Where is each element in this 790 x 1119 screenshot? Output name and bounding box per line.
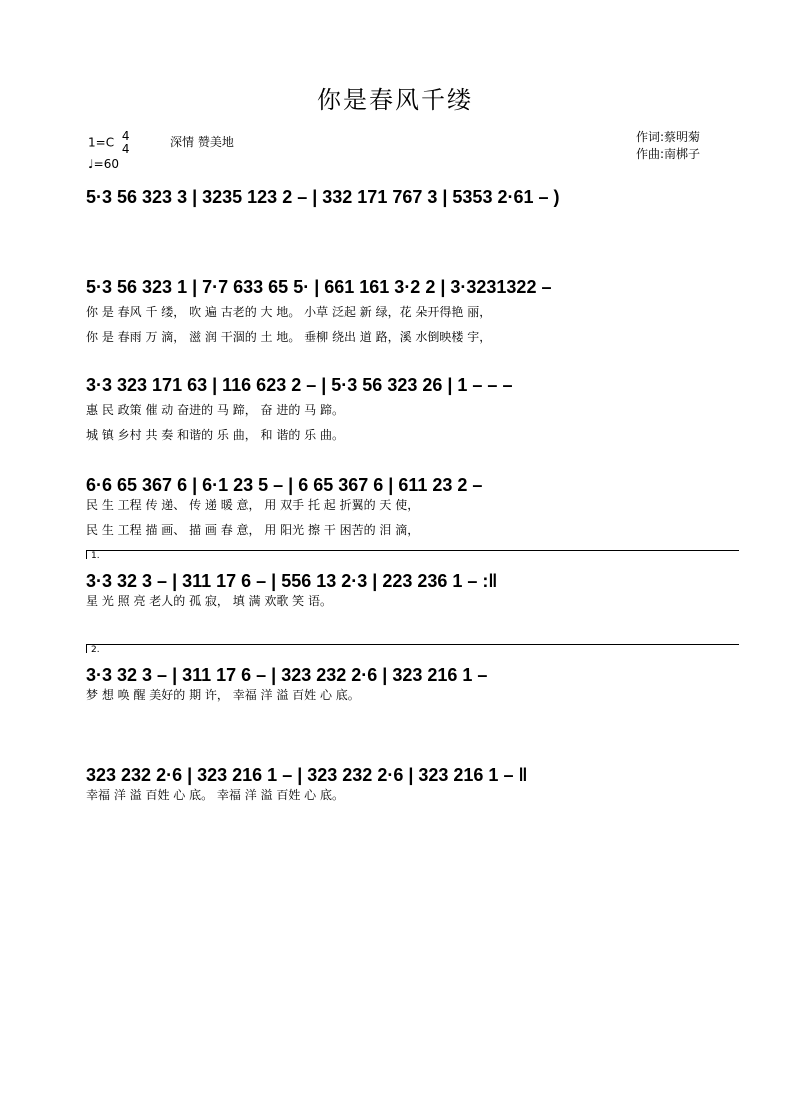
notation-row: 3·3 32 3 – | 311 17 6 – | 556 13 2·3 | 223 236 1 – :‖ — [86, 571, 498, 591]
score-line-2 — [86, 366, 738, 446]
notation-row: 5·3 56 323 3 | 3235 123 2 – | 332 171 767 3 | 5353 2·61 – ) — [86, 187, 560, 207]
lyric-verse-1: 你 是 春风 千 缕， 吹 遍 古老的 大 地。 小草 泛起 新 绿，花 朵开得艳 丽， — [86, 305, 492, 319]
lyric-verse-1: 星 光 照 亮 老人的 孤 寂， 填 满 欢歌 笑 语。 — [86, 594, 332, 608]
composer-credit: 作曲:南梆子 — [636, 147, 701, 161]
lyricist-credit: 作词:蔡明菊 — [636, 130, 701, 144]
lyric-verse-1: 梦 想 唤 醒 美好的 期 许， 幸福 洋 溢 百姓 心 底。 — [86, 688, 360, 702]
volta-label: 2. — [91, 645, 100, 655]
time-bottom: 4 — [121, 142, 130, 156]
lyric-verse-2: 民 生 工程 描 画、 描 画 春 意， 用 阳光 擦 干 困苦的 泪 滴， — [86, 523, 420, 537]
key-signature — [88, 130, 130, 156]
score-line-volta-2 — [86, 645, 738, 706]
tempo-mark: ♩=60 — [88, 157, 119, 171]
notation-row: 5·3 56 323 1 | 7·7 633 65 5· | 661 161 3·2 2 | 3·3231322 – — [86, 277, 552, 297]
lyric-verse-2: 你 是 春雨 万 滴， 滋 润 干涸的 土 地。 垂柳 绕出 道 路，溪 水倒映楼 宇， — [86, 330, 492, 344]
score-line-intro — [86, 178, 738, 208]
score-line-3 — [86, 466, 738, 546]
lyric-verse-1: 民 生 工程 传 递、 传 递 暖 意， 用 双手 托 起 折翼的 天 使， — [86, 498, 420, 512]
notation-row: 3·3 32 3 – | 311 17 6 – | 323 232 2·6 | 323 216 1 – — [86, 665, 488, 685]
lyric-verse-1: 惠 民 政策 催 动 奋进的 马 蹄， 奋 进的 马 蹄。 — [86, 403, 344, 417]
notation-row: 323 232 2·6 | 323 216 1 – | 323 232 2·6 | 323 216 1 – ‖ — [86, 765, 528, 785]
time-top: 4 — [121, 129, 130, 143]
score-line-coda — [86, 756, 738, 806]
score-line-volta-1 — [86, 551, 738, 612]
notation-row: 6·6 65 367 6 | 6·1 23 5 – | 6 65 367 6 | 611 23 2 – — [86, 475, 483, 495]
expression-mark: 深情 赞美地 — [170, 135, 234, 149]
lyric-verse-1: 幸福 洋 溢 百姓 心 底。 幸福 洋 溢 百姓 心 底。 — [86, 788, 344, 802]
key-label: 1=C — [88, 135, 115, 150]
lyric-verse-2: 城 镇 乡村 共 奏 和谐的 乐 曲， 和 谐的 乐 曲。 — [86, 428, 344, 442]
score-line-1 — [86, 268, 738, 348]
volta-bracket-1 — [86, 550, 739, 559]
volta-label: 1. — [91, 551, 100, 561]
song-title: 你是春风千缕 — [317, 86, 473, 114]
time-signature — [122, 130, 130, 156]
notation-row: 3·3 323 171 63 | 116 623 2 – | 5·3 56 323 26 | 1 – – – — [86, 375, 513, 395]
volta-bracket-2 — [86, 644, 739, 653]
